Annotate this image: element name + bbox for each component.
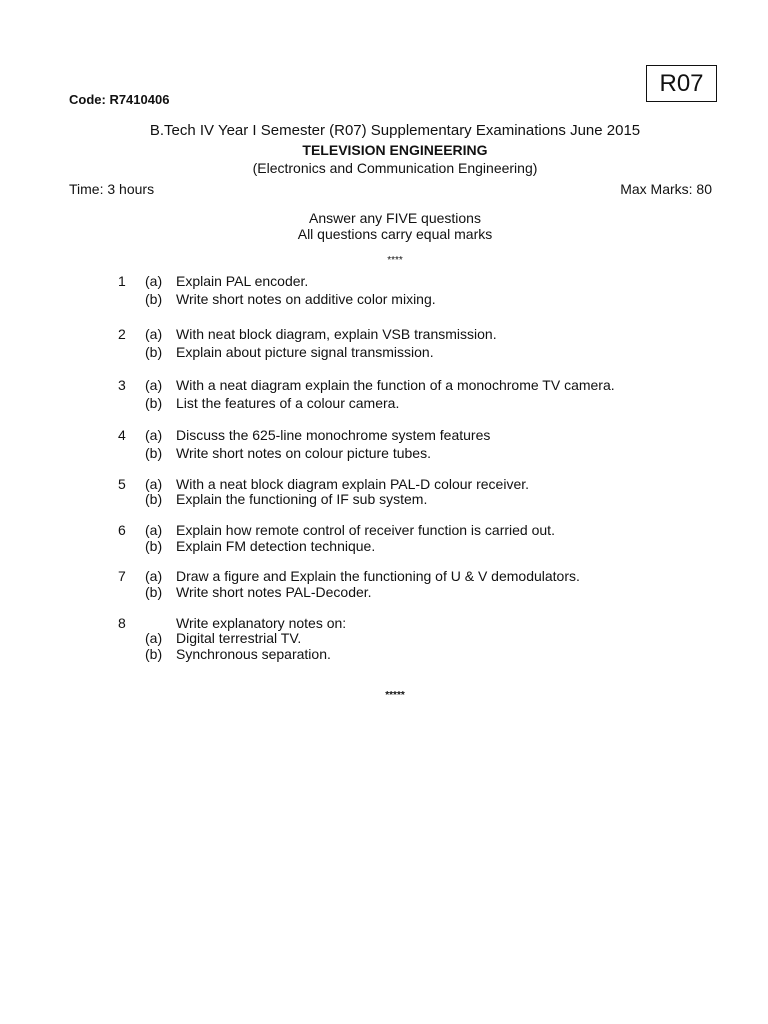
question-text: List the features of a colour camera. — [176, 395, 400, 411]
question-number: 2 — [118, 326, 126, 342]
part-label: (b) — [145, 584, 163, 600]
end-marker: ***** — [385, 690, 405, 701]
separator-stars: **** — [387, 255, 403, 266]
question-text: Explain PAL encoder. — [176, 273, 309, 289]
question-text: With a neat diagram explain the function of a monochrome TV camera. — [176, 377, 615, 393]
part-label: (b) — [145, 395, 163, 411]
branch-name: (Electronics and Communication Engineering) — [252, 160, 538, 176]
question-text: Explain about picture signal transmission. — [176, 344, 434, 360]
question-text: Explain the functioning of IF sub system. — [176, 491, 428, 507]
question-text: Synchronous separation. — [176, 646, 331, 662]
question-text: Write short notes PAL-Decoder. — [176, 584, 372, 600]
part-label: (a) — [145, 476, 163, 492]
question-text: With a neat block diagram explain PAL-D colour receiver. — [176, 476, 530, 492]
paper-code: Code: R7410406 — [69, 92, 170, 107]
question-number: 5 — [118, 476, 126, 492]
question-number: 1 — [118, 273, 126, 289]
part-label: (b) — [145, 491, 163, 507]
part-label: (a) — [145, 377, 163, 393]
part-label: (a) — [145, 630, 163, 646]
question-text: With neat block diagram, explain VSB transmission. — [176, 326, 497, 342]
subject-title: TELEVISION ENGINEERING — [302, 142, 488, 158]
part-label: (b) — [145, 538, 163, 554]
regulation-box: R07 — [646, 65, 717, 102]
part-label: (a) — [145, 326, 163, 342]
exam-title: B.Tech IV Year I Semester (R07) Supplementary Examinations June 2015 — [149, 122, 641, 139]
instruction-line-1: Answer any FIVE questions — [309, 210, 481, 226]
question-stem: Write explanatory notes on: — [176, 615, 347, 631]
max-marks: Max Marks: 80 — [620, 181, 712, 197]
part-label: (b) — [145, 445, 163, 461]
question-text: Draw a figure and Explain the functioning of U & V demodulators. — [176, 568, 580, 584]
question-text: Explain FM detection technique. — [176, 538, 376, 554]
part-label: (a) — [145, 427, 163, 443]
question-number: 6 — [118, 522, 126, 538]
question-number: 7 — [118, 568, 126, 584]
question-number: 4 — [118, 427, 126, 443]
part-label: (a) — [145, 568, 163, 584]
question-text: Discuss the 625-line monochrome system features — [176, 427, 491, 443]
question-text: Write short notes on additive color mixing. — [176, 291, 436, 307]
question-number: 3 — [118, 377, 126, 393]
part-label: (b) — [145, 291, 163, 307]
part-label: (a) — [145, 273, 163, 289]
question-text: Explain how remote control of receiver function is carried out. — [176, 522, 555, 538]
instruction-line-2: All questions carry equal marks — [297, 226, 493, 242]
part-label: (b) — [145, 344, 163, 360]
question-text: Digital terrestrial TV. — [176, 630, 302, 646]
part-label: (a) — [145, 522, 163, 538]
question-number: 8 — [118, 615, 126, 631]
question-text: Write short notes on colour picture tubes. — [176, 445, 431, 461]
part-label: (b) — [145, 646, 163, 662]
exam-time: Time: 3 hours — [69, 181, 155, 197]
